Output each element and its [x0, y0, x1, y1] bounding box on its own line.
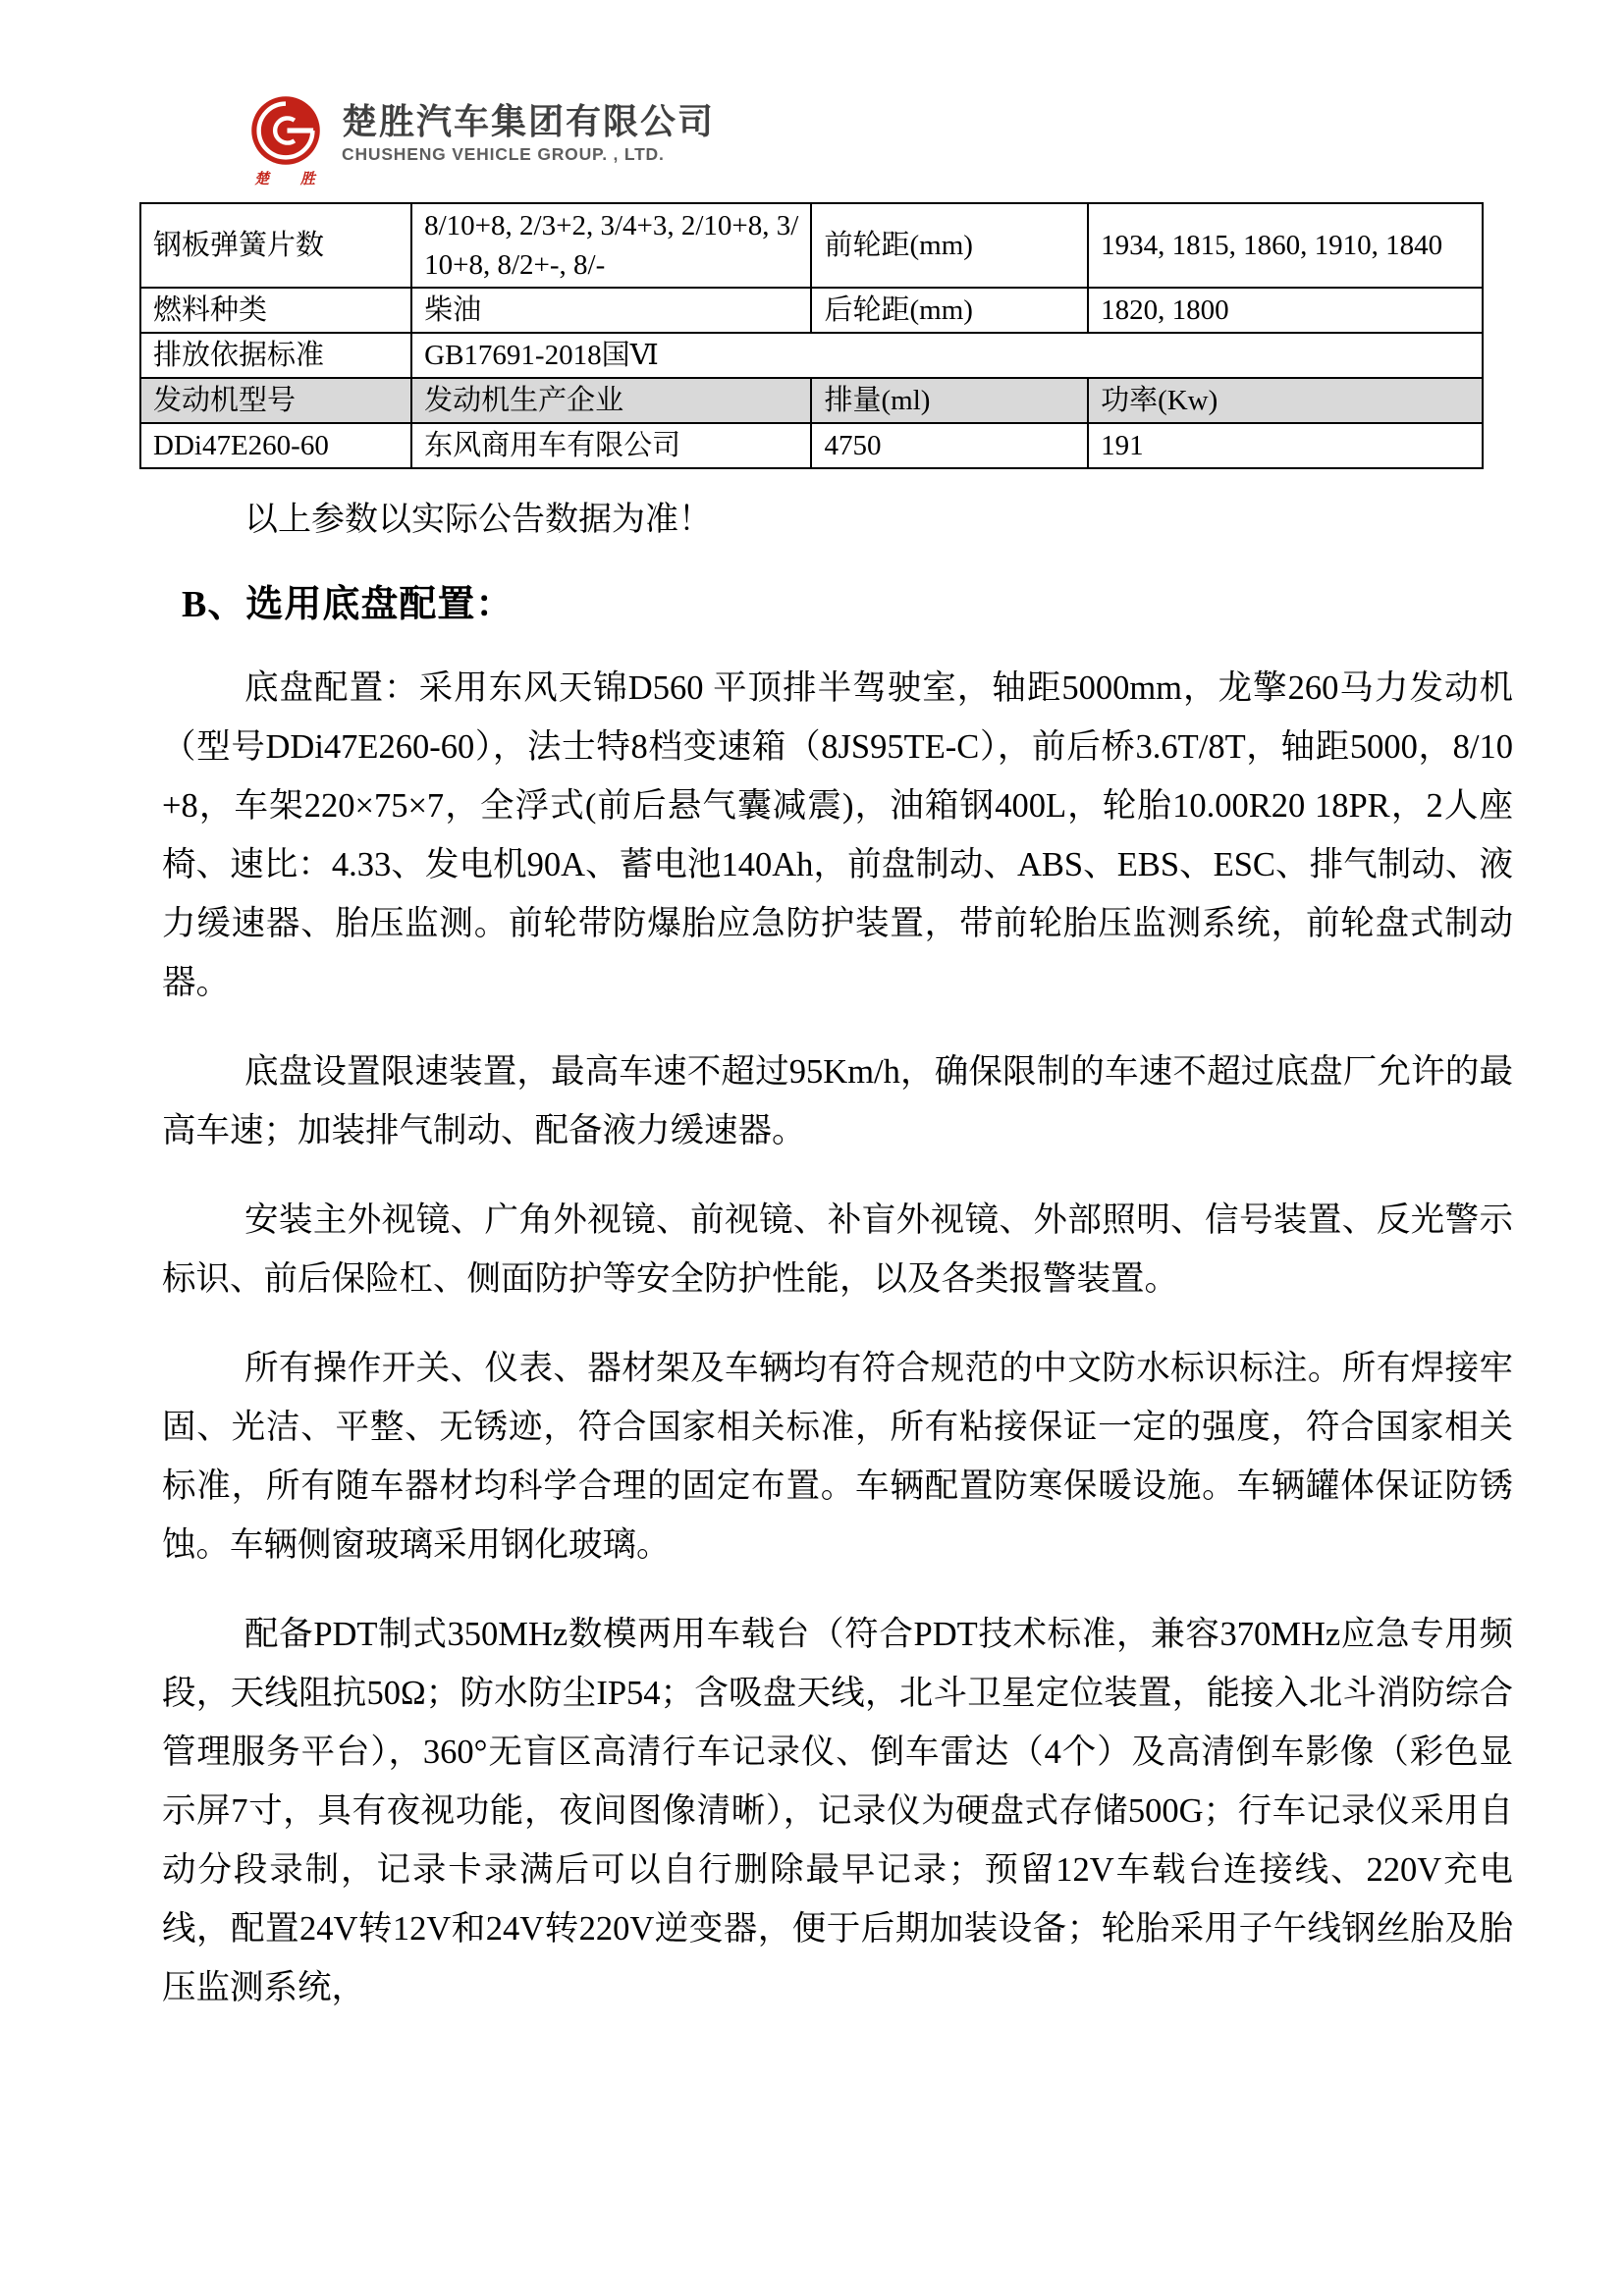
row-emission-standard — [140, 333, 1483, 378]
table-cell: 柴油 — [411, 288, 811, 333]
document-body — [162, 499, 1513, 2017]
row-spring-leaves — [140, 203, 1483, 288]
body-paragraph: 所有操作开关、仪表、器材架及车辆均有符合规范的中文防水标识标注。所有焊接牢固、光洁、平整、无锈迹，符合国家相关标准，所有粘接保证一定的强度，符合国家相关标准，所有随车器材均科学合理的固定布置。车辆配置防寒保暖设施。车辆罐体保证防锈蚀。车辆侧窗玻璃采用钢化玻璃。 — [162, 1350, 1513, 1564]
note-text: 以上参数以实际公告数据为准！ — [244, 502, 712, 538]
row-engine-data — [140, 423, 1483, 468]
table-cell: 1820, 1800 — [1088, 288, 1483, 333]
row-fuel-type — [140, 288, 1483, 333]
letterhead — [244, 94, 1484, 192]
body-paragraph: 底盘设置限速装置，最高车速不超过95Km/h，确保限制的车速不超过底盘厂允许的最高车速；加装排气制动、配备液力缓速器。 — [162, 1053, 1513, 1149]
logo-icon-wrap — [244, 94, 328, 188]
table-cell: 1934, 1815, 1860, 1910, 1840 — [1088, 203, 1483, 288]
logo-caption: 楚 胜 — [254, 172, 329, 187]
company-name-en: CHUSHENG VEHICLE GROUP. , LTD. — [342, 144, 665, 164]
table-cell: 发动机型号 — [140, 378, 411, 423]
table-cell: 东风商用车有限公司 — [411, 423, 811, 468]
company-name-zh: 楚胜汽车集团有限公司 — [342, 101, 716, 141]
table-cell: 4750 — [811, 423, 1088, 468]
table-cell: GB17691-2018国Ⅵ — [411, 333, 1483, 378]
table-cell: 8/10+8, 2/3+2, 3/4+3, 2/10+8, 3/10+8, 8/2+-, 8/- — [411, 203, 811, 288]
table-cell: 发动机生产企业 — [411, 378, 811, 423]
logo-text — [342, 94, 715, 165]
body-paragraph: 底盘配置：采用东风天锦D560 平顶排半驾驶室，轴距5000mm，龙擎260马力发动机（型号DDi47E260-60），法士特8档变速箱（8JS95TE-C），前后桥3.6T/8T，轴距5000，8/10+8，车架220×75×7，全浮式(前后悬气囊减震)，油箱钢400L，轮胎10.00R20 18PR，2人座椅、速比：4.33、发电机90A、蓄电池140Ah，前盘制动、ABS、EBS、ESC、排气制动、液力缓速器、胎压监测。前轮带防爆胎应急防护装置，带前轮胎压监测系统，前轮盘式制动器。 — [162, 669, 1513, 1001]
section-heading: B、选用底盘配置： — [182, 584, 514, 625]
table-cell: 前轮距(mm) — [811, 203, 1088, 288]
spec-table — [139, 202, 1484, 469]
company-logo-icon — [249, 94, 322, 167]
table-cell: 排放依据标准 — [140, 333, 411, 378]
table-cell: 排量(ml) — [811, 378, 1088, 423]
table-cell: 后轮距(mm) — [811, 288, 1088, 333]
row-engine-header — [140, 378, 1483, 423]
table-cell: DDi47E260-60 — [140, 423, 411, 468]
body-paragraph: 配备PDT制式350MHz数模两用车载台（符合PDT技术标准，兼容370MHz应急专用频段，天线阻抗50Ω；防水防尘IP54；含吸盘天线，北斗卫星定位装置，能接入北斗消防综合管理服务平台），360°无盲区高清行车记录仪、倒车雷达（4个）及高清倒车影像（彩色显示屏7寸，具有夜视功能，夜间图像清晰），记录仪为硬盘式存储500G；行车记录仪采用自动分段录制，记录卡录满后可以自行删除最早记录；预留12V车载台连接线、220V充电线，配置24V转12V和24V转220V逆变器，便于后期加装设备；轮胎采用子午线钢丝胎及胎压监测系统， — [162, 1616, 1513, 2006]
table-cell: 燃料种类 — [140, 288, 411, 333]
body-paragraph: 安装主外视镜、广角外视镜、前视镜、补盲外视镜、外部照明、信号装置、反光警示标识、前后保险杠、侧面防护等安全防护性能，以及各类报警装置。 — [162, 1201, 1513, 1298]
table-cell: 功率(Kw) — [1088, 378, 1483, 423]
table-cell: 钢板弹簧片数 — [140, 203, 411, 288]
table-cell: 191 — [1088, 423, 1483, 468]
